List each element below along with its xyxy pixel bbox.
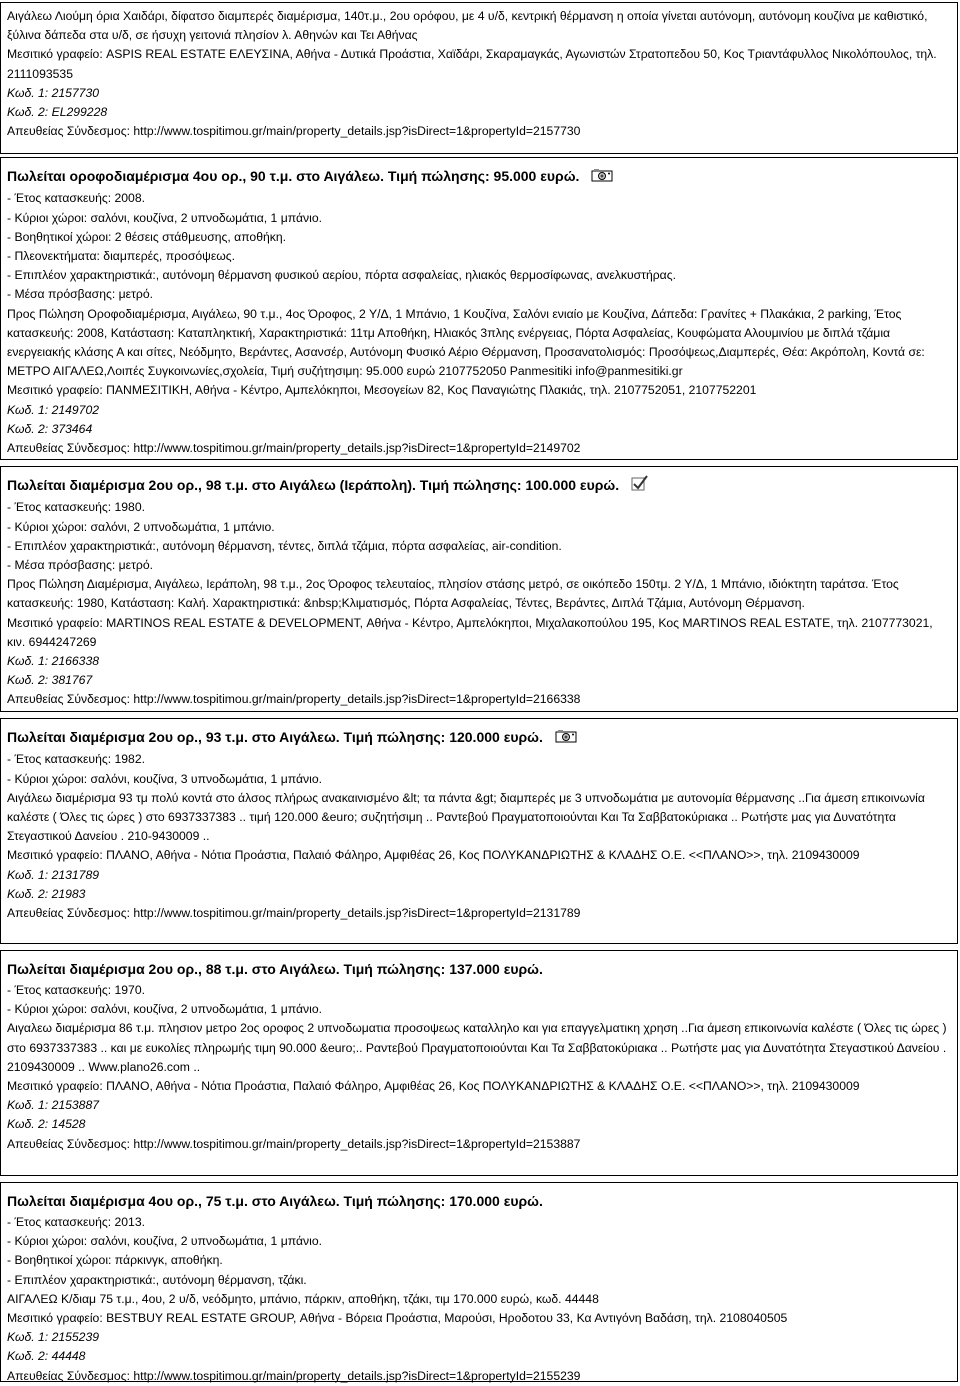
camera-icon [555, 726, 577, 750]
listing-block [0, 466, 958, 712]
feature-item: - Έτος κατασκευής: 1982. [7, 752, 145, 767]
direct-link[interactable]: Απευθείας Σύνδεσμος: http://www.tospitimou.gr/main/property_details.jsp?isDirect=1&propertyId=2149702 [7, 440, 581, 455]
agency-info: Μεσιτικό γραφείο: ΠΛΑΝΟ, Αθήνα - Νότια Προάστια, Παλαιό Φάληρο, Αμφιθέας 26, Κος ΠΟΛΥΚΑΝΔΡΙΩΤΗΣ & ΚΛΑΔΗΣ Ο.Ε. <<ΠΛΑΝΟ>>, τηλ. 2109430009 [7, 848, 860, 863]
code-1: Κωδ. 1: 2131789 [7, 867, 100, 882]
direct-link[interactable]: Απευθείας Σύνδεσμος: http://www.tospitimou.gr/main/property_details.jsp?isDirect=1&propertyId=2155239 [7, 1368, 581, 1383]
agency-info: Μεσιτικό γραφείο: BESTBUY REAL ESTATE GROUP, Αθήνα - Βόρεια Προάστια, Μαρούσι, Ηροδοτου 33, Κα Αντιγόνη Βαδάση, τηλ. 2108040505 [7, 1311, 788, 1326]
direct-link[interactable]: Απευθείας Σύνδεσμος: http://www.tospitimou.gr/main/property_details.jsp?isDirect=1&propertyId=2131789 [7, 905, 581, 920]
agency-info: Μεσιτικό γραφείο: ΠΑΝΜΕΣΙΤΙΚΗ, Αθήνα - Κέντρο, Αμπελόκηποι, Μεσογείων 82, Κος Παναγιώτης Πλακιάς, τηλ. 2107752051, 2107752201 [7, 383, 757, 398]
direct-link[interactable]: Απευθείας Σύνδεσμος: http://www.tospitimou.gr/main/property_details.jsp?isDirect=1&propertyId=2157730 [7, 124, 581, 139]
code-1: Κωδ. 1: 2153887 [7, 1098, 100, 1113]
agency-info: Μεσιτικό γραφείο: ASPIS REAL ESTATE ΕΛΕΥΣΙΝΑ, Αθήνα - Δυτικά Προάστια, Χαϊδάρι, Σκαραμαγκάς, Αγωνιστών Στρατοπεδου 50, Κος Τριαντάφυλλος Νικολόπουλος, τηλ. 2111093535 [7, 47, 937, 81]
code-2: Κωδ. 2: 373464 [7, 421, 93, 436]
feature-item: - Επιπλέον χαρακτηριστικά:, αυτόνομη θέρμανση, τέντες, διπλά τζάμια, πόρτα ασφαλείας, air-condition. [7, 538, 562, 553]
feature-item: - Βοηθητικοί χώροι: 2 θέσεις στάθμευσης, αποθήκη. [7, 229, 287, 244]
checkbox-icon [631, 474, 649, 498]
listing-description: Αιγάλεω Λιούμη όρια Χαιδάρι, δίφατσο διαμπερές διαμέρισμα, 140τ.μ., 2ου ορόφου, με 4 υ/δ, κεντρική θέρμανση η οποία γίνεται αυτόνομη, αυτόνομη κουζίνα με καθιστικό, ξύλινα δάπεδα στα υ/δ, σε ήσυχη γειτονιά πλησίον λ. Αθηνών και Τει Αθήνας [7, 9, 928, 43]
feature-item: - Μέσα πρόσβασης: μετρό. [7, 557, 153, 572]
listing-title: Πωλείται διαμέρισμα 2ου ορ., 88 τ.μ. στο Αιγάλεω. Τιμή πώλησης: 137.000 ευρώ. [7, 961, 543, 977]
listing-description: Προς Πώληση Οροφοδιαμέρισμα, Αιγάλεω, 90 τ.μ., 4ος Όροφος, 2 Υ/Δ, 1 Μπάνιο, 1 Κουζίνα, Σαλόνι ενιαίο με Κουζίνα, Δάπεδα: Γρανίτες + Πλακάκια, 2 parking, Έτος κατασκευής: 2008, Κατάσταση: Καταπληκτική, Χαρακτηριστικά: 11τμ Αποθήκη, Ηλιακός 3πλης ενέργειας, Πόρτα Ασφαλείας, Κουφώματα Αλουμινίου με διπλά τζάμια ενεργειακής κλάσης Α και σίτες, Νεόδμητο, Βεράντες, Ασανσέρ, Αυτόνομη Φυσικό Αέριο Θέρμανση, Προσανατολισμός: Προσόψεως,Διαμπερές, Θέα: Ακρόπολη, Κοντά σε: ΜΕΤΡΟ ΑΙΓΑΛΕΩ,Λοιπές Συγκοινωνίες,σχολεία, Τιμή συζήτησιμη: 95.000 ευρώ 2107752050 Panmesitiki info@panmesitiki.gr [7, 306, 925, 379]
feature-item: - Έτος κατασκευής: 2008. [7, 191, 145, 206]
listing-description: ΑΙΓΑΛΕΩ Κ/διαμ 75 τ.μ., 4ου, 2 υ/δ, νεόδμητο, μπάνιο, πάρκιν, αποθήκη, τζάκι, τιμ 170.000 ευρώ, κωδ. 44448 [7, 1291, 599, 1306]
code-1: Κωδ. 1: 2157730 [7, 85, 100, 100]
feature-item: - Έτος κατασκευής: 1970. [7, 983, 145, 997]
listing-title: Πωλείται διαμέρισμα 2ου ορ., 93 τ.μ. στο Αιγάλεω. Τιμή πώλησης: 120.000 ευρώ. [7, 725, 951, 750]
feature-item: - Βοηθητικοί χώροι: πάρκινγκ, αποθήκη. [7, 1253, 223, 1268]
listing-description: Αιγαλεω διαμέρισμα 86 τ.μ. πλησιον μετρο 2ος οροφος 2 υπνοδωματια προσοψεως καταλληλο και για επαγγελματικη χρηση ..Για άμεση επικοινωνία καλέστε ( Όλες τις ώρες ) στο 6937337383 .. και με ευκολίες πληρωμής τιμη 90.000 &euro;.. Ραντεβού Πραγματοποιούνται Και Τα Σαββατοκύριακα .. Ρωτήστε μας για Δυνατότητα Στεγαστικού Δανείου . 2109430009 .. Www.plano26.com .. [7, 1021, 947, 1074]
feature-item: - Πλεονεκτήματα: διαμπερές, προσόψεως. [7, 248, 236, 263]
feature-item: - Έτος κατασκευής: 1980. [7, 500, 145, 515]
feature-item: - Επιπλέον χαρακτηριστικά:, αυτόνομη θέρμανση, τζάκι. [7, 1272, 307, 1287]
listing-title: Πωλείται διαμέρισμα 2ου ορ., 98 τ.μ. στο Αιγάλεω (Ιεράπολη). Τιμή πώλησης: 100.000 ευρώ. [7, 473, 951, 498]
code-1: Κωδ. 1: 2149702 [7, 402, 100, 417]
direct-link[interactable]: Απευθείας Σύνδεσμος: http://www.tospitimou.gr/main/property_details.jsp?isDirect=1&propertyId=2166338 [7, 692, 581, 707]
feature-item: - Μέσα πρόσβασης: μετρό. [7, 287, 153, 302]
camera-icon [591, 165, 613, 189]
feature-item: - Κύριοι χώροι: σαλόνι, κουζίνα, 2 υπνοδωμάτια, 1 μπάνιο. [7, 210, 322, 225]
code-2: Κωδ. 2: 44448 [7, 1349, 86, 1364]
code-2: Κωδ. 2: 381767 [7, 673, 93, 688]
listing-block [0, 718, 958, 944]
listing-description: Προς Πώληση Διαμέρισμα, Αιγάλεω, Ιεράπολη, 98 τ.μ., 2ος Όροφος τελευταίος, πλησίον στάσης μετρό, σε οικόπεδο 150τμ. 2 Υ/Δ, 1 Μπάνιο, ιδιόκτητη ταράτσα. Έτος κατασκευής: 1980, Κατάσταση: Καλή. Χαρακτηριστικά: &nbsp;Κλιματισμός, Πόρτα Ασφαλείας, Τέντες, Βεράντες, Διπλά Τζάμια, Αυτόνομη Θέρμανση. [7, 577, 899, 611]
feature-item: - Έτος κατασκευής: 2013. [7, 1215, 145, 1229]
listing-block [0, 2, 958, 154]
listing-description: Αιγάλεω διαμέρισμα 93 τμ πολύ κοντά στο άλσος πλήρως ανακαινισμένο &lt; τα πάντα &gt; διαμπερές με 3 υπνοδωμάτια με αυτονομία θέρμανσης ..Για άμεση επικοινωνία καλέστε ( Όλες τις ώρες ) στο 6937337383 .. τιμή 120.000 &euro; συζητήσιμη .. Ραντεβού Πραγματοποιούνται Και Τα Σαββατοκύριακα .. Ρωτήστε μας για Δυνατότητα Στεγαστικού Δανείου . 210-9430009 .. [7, 790, 925, 844]
agency-info: Μεσιτικό γραφείο: ΠΛΑΝΟ, Αθήνα - Νότια Προάστια, Παλαιό Φάληρο, Αμφιθέας 26, Κος ΠΟΛΥΚΑΝΔΡΙΩΤΗΣ & ΚΛΑΔΗΣ Ο.Ε. <<ΠΛΑΝΟ>>, τηλ. 2109430009 [7, 1079, 860, 1094]
listing-block [0, 157, 958, 460]
feature-item: - Επιπλέον χαρακτηριστικά:, αυτόνομη θέρμανση φυσικού αερίου, πόρτα ασφαλείας, ηλιακός θερμοσίφωνας, ανελκυστήρας. [7, 268, 676, 283]
code-1: Κωδ. 1: 2166338 [7, 653, 100, 668]
feature-item: - Κύριοι χώροι: σαλόνι, κουζίνα, 2 υπνοδωμάτια, 1 μπάνιο. [7, 1234, 322, 1249]
code-2: Κωδ. 2: 14528 [7, 1117, 86, 1132]
listing-title: Πωλείται οροφοδιαμέρισμα 4ου ορ., 90 τ.μ. στο Αιγάλεω. Τιμή πώλησης: 95.000 ευρώ. [7, 164, 951, 189]
feature-item: - Κύριοι χώροι: σαλόνι, κουζίνα, 2 υπνοδωμάτια, 1 μπάνιο. [7, 1002, 322, 1017]
code-1: Κωδ. 1: 2155239 [7, 1330, 100, 1345]
feature-item: - Κύριοι χώροι: σαλόνι, 2 υπνοδωμάτια, 1 μπάνιο. [7, 519, 275, 534]
feature-item: - Κύριοι χώροι: σαλόνι, κουζίνα, 3 υπνοδωμάτια, 1 μπάνιο. [7, 771, 322, 786]
direct-link[interactable]: Απευθείας Σύνδεσμος: http://www.tospitimou.gr/main/property_details.jsp?isDirect=1&propertyId=2153887 [7, 1136, 581, 1151]
code-2: Κωδ. 2: 21983 [7, 886, 86, 901]
code-2: Κωδ. 2: EL299228 [7, 105, 108, 120]
listing-block [0, 950, 958, 1176]
agency-info: Μεσιτικό γραφείο: MARTINOS REAL ESTATE & DEVELOPMENT, Αθήνα - Κέντρο, Αμπελόκηποι, Μιχαλακοπούλου 195, Κος MARTINOS REAL ESTATE, τηλ. 2107773021, κιν. 6944247269 [7, 615, 933, 649]
listing-block [0, 1182, 958, 1382]
listing-title: Πωλείται διαμέρισμα 4ου ορ., 75 τ.μ. στο Αιγάλεω. Τιμή πώλησης: 170.000 ευρώ. [7, 1193, 543, 1209]
